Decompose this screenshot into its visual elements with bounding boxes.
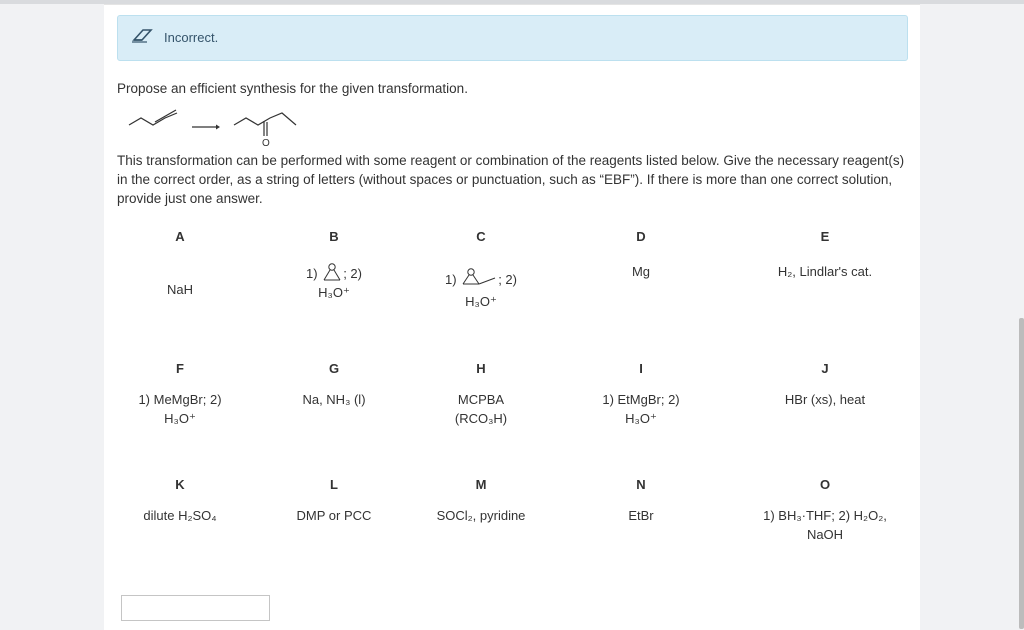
reagent-option-m [396,475,566,523]
reagent-option-i [556,359,726,426]
answer-input[interactable] [121,595,270,621]
reagent-text: DMP or PCC [296,508,372,523]
reagent-option-b [249,227,419,300]
feedback-status: Incorrect. [164,30,219,45]
question-prompt: Propose an efficient synthesis for the given transformation. [117,81,468,96]
reagent-option-o [740,475,910,542]
starting-alkene [129,113,177,125]
reagent-option-f [95,359,265,426]
reagent-letter: D [636,229,646,244]
step-two: NaOH [806,527,844,542]
reagent-letter: G [328,361,340,376]
reagent-letter: M [475,477,487,492]
reagent-option-h [396,359,566,426]
reagent-letter: I [639,361,643,376]
reagent-line-two: (RCO₃H) [454,411,508,426]
reagent-letter: F [176,361,184,376]
reagent-option-g [249,359,419,407]
reagent-text: EtBr [628,508,654,523]
reagent-letter: J [821,361,829,376]
reaction-scheme [124,105,324,155]
question-card [104,4,920,630]
reagent-letter: H [476,361,486,376]
reagent-option-j [740,359,910,407]
reagent-text [249,263,419,302]
reagent-text: Mg [631,264,651,279]
reagent-option-e [740,227,910,279]
reagent-text [396,390,566,428]
feedback-alert [117,15,908,61]
reagent-letter: K [175,477,185,492]
reagent-letter: L [330,477,338,492]
reagent-letter: A [175,229,185,244]
reagent-text: H₂, Lindlar's cat. [777,264,873,279]
scrollbar-thumb[interactable] [1019,318,1024,629]
step-prefix: 1) [445,272,457,287]
reagent-option-k [95,475,265,523]
reagent-option-a [95,227,265,297]
reagent-line-one: MCPBA [457,392,505,407]
reagent-text: NaH [166,282,193,297]
reagent-text: dilute H₂SO₄ [143,508,217,523]
reagent-letter: O [819,477,831,492]
step-two: H₃O⁺ [465,294,497,309]
eraser-icon [131,27,153,43]
reagent-option-l [249,475,419,523]
step-one: 1) EtMgBr; 2) [602,392,680,407]
reagent-letter: B [329,229,339,244]
reagent-text [396,268,566,311]
reagent-text [556,390,726,428]
reagent-letter: E [820,229,830,244]
step-two: H₃O⁺ [164,411,196,426]
reagent-letter: N [636,477,646,492]
step-two: H₃O⁺ [625,411,657,426]
step-prefix: 1) [306,266,318,281]
reagent-text: SOCl₂, pyridine [436,508,526,523]
reagent-option-d [556,227,726,279]
step-two: H₃O⁺ [318,285,350,300]
reagent-option-c [396,227,566,309]
instructions: This transformation can be performed with some reagent or combination of the reagents listed below. Give the necessary reagent(s) in the correct order, as a string of letters (without spaces or punctuation, such as “EBF”). If there is more than one correct solution, provide just one answer. [117,153,905,206]
step-suffix: ; 2) [343,266,362,281]
reagent-letter: C [476,229,486,244]
step-one: 1) BH₃·THF; 2) H₂O₂, [763,508,887,523]
carbonyl-oxygen: O [262,138,270,149]
step-one: 1) MeMgBr; 2) [138,392,222,407]
ethylene-oxide-structure [321,263,343,281]
reagent-text [95,390,265,428]
step-suffix: ; 2) [498,272,517,287]
product-ketone [234,113,296,125]
reagent-text: HBr (xs), heat [784,392,866,407]
propylene-oxide-structure [460,268,498,288]
reagent-text [740,506,910,544]
reagent-text: Na, NH₃ (l) [302,392,366,407]
reagent-option-n [556,475,726,523]
